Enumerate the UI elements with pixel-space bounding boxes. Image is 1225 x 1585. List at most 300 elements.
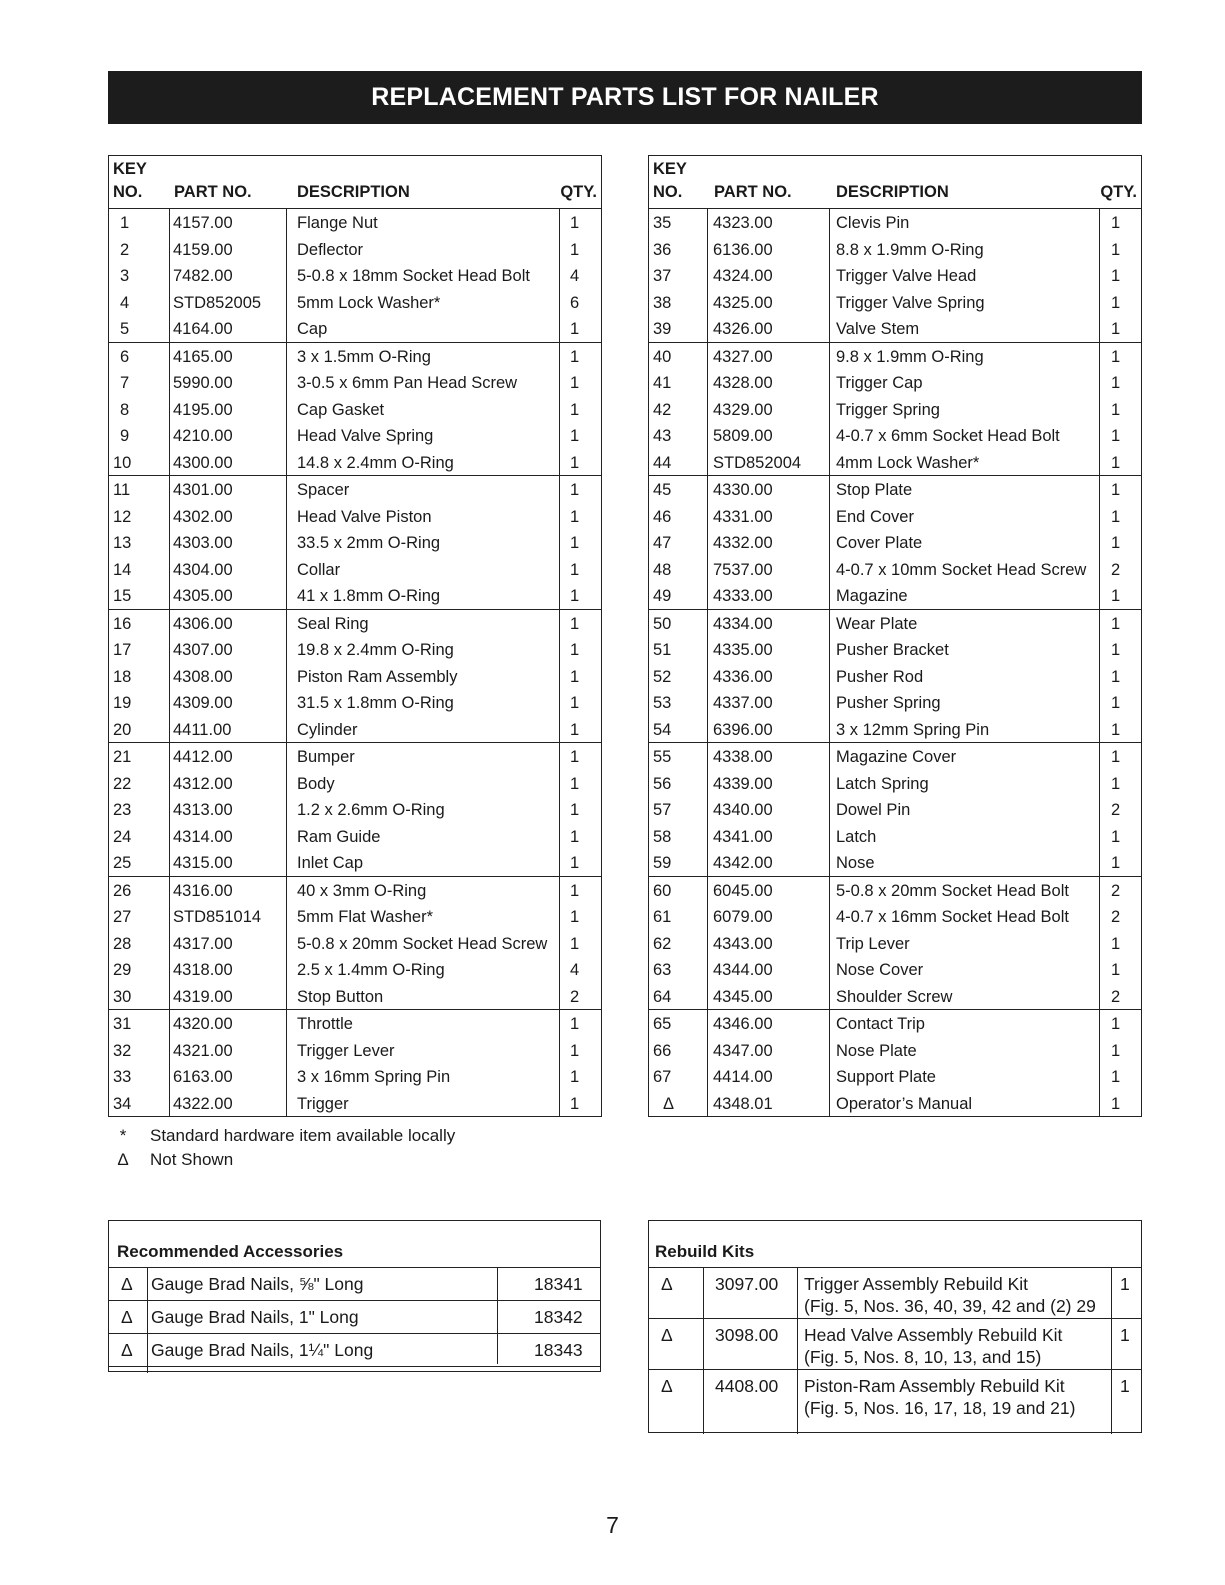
part-number: 4302.00 xyxy=(173,507,233,526)
part-qty: 2 xyxy=(1111,987,1121,1006)
part-row xyxy=(109,876,601,904)
key-number: 25 xyxy=(113,854,132,872)
part-row xyxy=(649,742,1141,770)
kit-qty: 1 xyxy=(1120,1325,1130,1345)
part-row xyxy=(109,849,601,876)
part-qty: 1 xyxy=(570,774,580,793)
part-description: Cylinder xyxy=(297,720,358,739)
part-number: 4307.00 xyxy=(173,641,233,659)
part-description: 3-0.5 x 6mm Pan Head Screw xyxy=(297,374,518,392)
accessory-description: Gauge Brad Nails, 1¼" Long xyxy=(151,1340,374,1360)
part-description: 14.8 x 2.4mm O-Ring xyxy=(297,453,454,472)
part-row xyxy=(109,556,601,583)
part-qty: 1 xyxy=(1111,1015,1121,1033)
part-number: 4301.00 xyxy=(173,481,233,499)
part-row xyxy=(649,422,1141,449)
header-qty: QTY. xyxy=(560,183,597,201)
part-number: 6136.00 xyxy=(713,240,773,259)
part-row xyxy=(649,503,1141,530)
part-number: 4313.00 xyxy=(173,801,233,819)
kit-description: Piston-Ram Assembly Rebuild Kit xyxy=(804,1376,1065,1396)
part-row xyxy=(649,983,1141,1010)
key-number: 38 xyxy=(653,293,672,312)
key-number: 57 xyxy=(653,801,672,819)
key-number: 50 xyxy=(653,614,672,633)
part-row xyxy=(109,770,601,797)
part-row xyxy=(109,716,601,743)
key-number: 14 xyxy=(113,560,132,579)
part-description: Wear Plate xyxy=(836,614,918,633)
key-number: 56 xyxy=(653,774,672,793)
key-number: 8 xyxy=(120,400,130,419)
part-number: 4342.00 xyxy=(713,854,773,872)
part-description: 1.2 x 2.6mm O-Ring xyxy=(297,801,445,819)
key-number: 18 xyxy=(113,667,132,686)
part-number: 4414.00 xyxy=(713,1068,773,1086)
part-qty: 1 xyxy=(570,240,580,259)
part-qty: 2 xyxy=(1111,801,1121,819)
key-number: 61 xyxy=(653,908,672,926)
key-number: 4 xyxy=(120,293,130,312)
key-number: 9 xyxy=(120,427,130,445)
part-description: 40 x 3mm O-Ring xyxy=(297,881,427,900)
part-row xyxy=(109,956,601,983)
rebuild-kit-row xyxy=(649,1370,1141,1420)
part-number: 4195.00 xyxy=(173,400,233,419)
part-qty: 4 xyxy=(570,267,580,285)
part-row xyxy=(649,849,1141,876)
key-number: 52 xyxy=(653,667,672,686)
part-number: 4333.00 xyxy=(713,587,773,605)
key-number: 29 xyxy=(113,961,132,979)
key-number: 44 xyxy=(653,453,672,472)
part-qty: 1 xyxy=(1111,400,1121,419)
part-row xyxy=(649,663,1141,690)
part-description: End Cover xyxy=(836,507,914,526)
page-title: REPLACEMENT PARTS LIST FOR NAILER xyxy=(108,71,1142,124)
part-row xyxy=(649,823,1141,850)
part-number: 4331.00 xyxy=(713,507,773,526)
part-description: Trigger Valve Spring xyxy=(836,293,985,312)
key-number: 33 xyxy=(113,1068,132,1086)
part-qty: 1 xyxy=(1111,1041,1121,1060)
key-number: 39 xyxy=(653,320,672,338)
part-qty: 1 xyxy=(570,748,580,766)
part-description: Latch Spring xyxy=(836,774,929,793)
part-row xyxy=(649,1063,1141,1090)
part-row xyxy=(109,1090,601,1117)
header-description: DESCRIPTION xyxy=(836,183,949,201)
part-description: Contact Trip xyxy=(836,1015,925,1033)
part-row xyxy=(109,742,601,770)
part-description: Magazine Cover xyxy=(836,748,957,766)
key-number: 47 xyxy=(653,534,672,552)
key-number: 37 xyxy=(653,267,672,285)
part-row xyxy=(109,236,601,263)
header-key: KEY xyxy=(653,160,687,178)
key-number: 10 xyxy=(113,453,132,472)
part-description: 8.8 x 1.9mm O-Ring xyxy=(836,240,984,259)
accessory-description: Gauge Brad Nails, ⅝" Long xyxy=(151,1274,364,1294)
part-description: Nose xyxy=(836,854,875,872)
part-number: 4347.00 xyxy=(713,1041,773,1060)
part-qty: 1 xyxy=(570,374,580,392)
part-number: 4337.00 xyxy=(713,694,773,712)
part-number: 4411.00 xyxy=(173,720,232,739)
part-description: Pusher Spring xyxy=(836,694,941,712)
part-row xyxy=(649,315,1141,342)
key-number: 66 xyxy=(653,1041,672,1060)
part-number: 4341.00 xyxy=(713,827,773,846)
part-number: 6079.00 xyxy=(713,908,773,926)
key-number: 41 xyxy=(653,374,672,392)
part-qty: 1 xyxy=(570,854,580,872)
part-row xyxy=(109,315,601,342)
part-row xyxy=(649,1009,1141,1037)
part-qty: 1 xyxy=(1111,534,1121,552)
part-row xyxy=(109,983,601,1010)
part-qty: 1 xyxy=(570,881,580,900)
not-shown-symbol: Δ xyxy=(661,1376,673,1396)
not-shown-symbol: Δ xyxy=(661,1274,673,1294)
parts-table-body xyxy=(109,209,601,1116)
rebuild-kit-row xyxy=(649,1268,1141,1319)
part-description: Piston Ram Assembly xyxy=(297,667,458,686)
part-number: 4309.00 xyxy=(173,694,233,712)
part-description: Nose Plate xyxy=(836,1041,917,1060)
key-number: 26 xyxy=(113,881,132,900)
key-number: 6 xyxy=(120,347,130,366)
key-number: 22 xyxy=(113,774,132,793)
key-number: 27 xyxy=(113,908,132,926)
part-qty: 1 xyxy=(1111,614,1121,633)
key-number: 19 xyxy=(113,694,132,712)
part-row xyxy=(649,689,1141,716)
part-description: 3 x 16mm Spring Pin xyxy=(297,1068,451,1086)
part-number: 7537.00 xyxy=(713,560,773,579)
part-qty: 1 xyxy=(570,908,580,926)
part-number: 4321.00 xyxy=(173,1041,233,1060)
part-qty: 1 xyxy=(1111,1094,1121,1113)
accessory-row xyxy=(109,1268,600,1301)
part-qty: 1 xyxy=(570,641,580,659)
accessories-title: Recommended Accessories xyxy=(117,1242,344,1261)
part-description: Trip Lever xyxy=(836,934,910,953)
key-number: 46 xyxy=(653,507,672,526)
part-number: 4343.00 xyxy=(713,934,773,953)
key-number: 32 xyxy=(113,1041,132,1060)
key-number: 3 xyxy=(120,267,130,285)
kit-reference: (Fig. 5, Nos. 36, 40, 39, 42 and (2) 29 xyxy=(804,1296,1096,1316)
header-no: NO. xyxy=(113,183,143,201)
part-number: 4159.00 xyxy=(173,240,233,259)
part-qty: 2 xyxy=(1111,881,1121,900)
kit-reference: (Fig. 5, Nos. 16, 17, 18, 19 and 21) xyxy=(804,1398,1076,1418)
key-number: 24 xyxy=(113,827,132,846)
part-row xyxy=(649,636,1141,663)
part-row xyxy=(109,475,601,503)
part-number: 6045.00 xyxy=(713,881,773,900)
part-description: Cap xyxy=(297,320,328,338)
part-qty: 1 xyxy=(1111,214,1121,232)
key-number: 62 xyxy=(653,934,672,953)
part-qty: 1 xyxy=(1111,934,1121,953)
not-shown-symbol: Δ xyxy=(121,1274,133,1294)
key-number: 64 xyxy=(653,987,672,1006)
footnote-symbol: Δ xyxy=(117,1150,129,1169)
key-number: 17 xyxy=(113,641,132,659)
part-number: 4323.00 xyxy=(713,214,773,232)
part-row xyxy=(649,956,1141,983)
key-number: 51 xyxy=(653,641,672,659)
part-qty: 1 xyxy=(1111,347,1121,366)
part-description: Clevis Pin xyxy=(836,214,910,232)
part-qty: 4 xyxy=(570,961,580,979)
part-row xyxy=(109,342,601,370)
key-number: 65 xyxy=(653,1015,672,1033)
part-row xyxy=(109,503,601,530)
part-row xyxy=(109,689,601,716)
part-description: 4-0.7 x 16mm Socket Head Bolt xyxy=(836,908,1069,926)
part-description: 3 x 12mm Spring Pin xyxy=(836,720,990,739)
part-row xyxy=(649,449,1141,476)
part-description: Operator’s Manual xyxy=(836,1094,973,1113)
part-qty: 1 xyxy=(570,614,580,633)
part-description: Throttle xyxy=(297,1015,353,1033)
part-qty: 1 xyxy=(570,534,580,552)
part-description: Pusher Rod xyxy=(836,667,924,686)
part-row xyxy=(649,529,1141,556)
part-qty: 1 xyxy=(570,694,580,712)
part-row xyxy=(649,930,1141,957)
part-row xyxy=(649,396,1141,423)
part-row xyxy=(109,636,601,663)
part-description: Seal Ring xyxy=(297,614,369,633)
part-qty: 1 xyxy=(570,1068,580,1086)
part-description: 3 x 1.5mm O-Ring xyxy=(297,347,431,366)
part-number: 4346.00 xyxy=(713,1015,773,1033)
part-number: 6163.00 xyxy=(173,1068,233,1086)
part-row xyxy=(649,609,1141,637)
part-description: Trigger xyxy=(297,1094,349,1113)
part-number: STD852005 xyxy=(173,293,262,312)
part-number: 4315.00 xyxy=(173,854,233,872)
kit-description: Head Valve Assembly Rebuild Kit xyxy=(804,1325,1063,1345)
part-number: 7482.00 xyxy=(173,267,233,285)
part-number: 4339.00 xyxy=(713,774,773,793)
part-number: 4300.00 xyxy=(173,453,233,472)
part-number: 4348.01 xyxy=(713,1094,773,1113)
part-number: 4326.00 xyxy=(713,320,773,338)
part-number: 6396.00 xyxy=(713,720,773,739)
part-qty: 2 xyxy=(570,987,580,1006)
part-description: 5-0.8 x 20mm Socket Head Screw xyxy=(297,934,548,953)
part-description: 5mm Flat Washer* xyxy=(297,908,433,926)
part-number: 4325.00 xyxy=(713,293,773,312)
part-description: Nose Cover xyxy=(836,961,924,979)
key-number: 63 xyxy=(653,961,672,979)
part-number: 4157.00 xyxy=(173,214,233,232)
part-number: 4306.00 xyxy=(173,614,233,633)
part-description: 31.5 x 1.8mm O-Ring xyxy=(297,694,454,712)
page-number: 7 xyxy=(606,1512,619,1538)
kit-reference: (Fig. 5, Nos. 8, 10, 13, and 15) xyxy=(804,1347,1042,1367)
part-row xyxy=(109,1009,601,1037)
part-description: 2.5 x 1.4mm O-Ring xyxy=(297,961,445,979)
part-row xyxy=(649,1037,1141,1064)
part-qty: 1 xyxy=(570,587,580,605)
part-row xyxy=(649,582,1141,609)
key-number: 36 xyxy=(653,240,672,259)
part-row xyxy=(649,556,1141,583)
key-number: 20 xyxy=(113,720,132,739)
key-number: 16 xyxy=(113,614,132,633)
part-qty: 1 xyxy=(1111,694,1121,712)
kit-part-number: 3098.00 xyxy=(715,1325,779,1345)
part-number: 4317.00 xyxy=(173,934,233,953)
part-number: 4332.00 xyxy=(713,534,773,552)
part-row xyxy=(649,369,1141,396)
footnote-text: Not Shown xyxy=(150,1150,234,1169)
rebuild-kits-rows xyxy=(649,1267,1141,1420)
header-qty: QTY. xyxy=(1100,183,1137,201)
part-qty: 1 xyxy=(570,934,580,953)
header-part-no: PART NO. xyxy=(714,183,792,201)
part-row xyxy=(109,209,601,236)
part-qty: 1 xyxy=(1111,293,1121,312)
part-description: Stop Button xyxy=(297,987,384,1006)
part-qty: 1 xyxy=(570,400,580,419)
part-description: Cover Plate xyxy=(836,534,923,552)
part-description: Trigger Lever xyxy=(297,1041,395,1060)
part-description: Trigger Valve Head xyxy=(836,267,977,285)
part-description: Flange Nut xyxy=(297,214,378,232)
footnote-text: Standard hardware item available locally xyxy=(150,1126,456,1145)
rebuild-kits-box xyxy=(648,1220,1142,1433)
part-description: Body xyxy=(297,774,335,793)
part-qty: 1 xyxy=(570,1041,580,1060)
parts-table-header xyxy=(649,156,1141,209)
part-description: Cap Gasket xyxy=(297,400,385,419)
rebuild-kits-title: Rebuild Kits xyxy=(655,1242,755,1261)
key-number: 12 xyxy=(113,507,132,526)
part-number: 4324.00 xyxy=(713,267,773,285)
part-qty: 1 xyxy=(570,827,580,846)
part-qty: 6 xyxy=(570,293,580,312)
part-row xyxy=(109,663,601,690)
part-qty: 1 xyxy=(570,453,580,472)
part-qty: 1 xyxy=(1111,507,1121,526)
part-number: 4412.00 xyxy=(173,748,233,766)
parts-table-header xyxy=(109,156,601,209)
part-qty: 1 xyxy=(570,1094,580,1113)
key-number: 48 xyxy=(653,560,672,579)
header-no: NO. xyxy=(653,183,683,201)
rebuild-kit-row xyxy=(649,1319,1141,1370)
part-description: Shoulder Screw xyxy=(836,987,953,1006)
accessory-row xyxy=(109,1334,600,1367)
part-number: 4320.00 xyxy=(173,1015,233,1033)
part-row xyxy=(109,823,601,850)
part-qty: 1 xyxy=(570,481,580,499)
part-row xyxy=(109,609,601,637)
part-qty: 1 xyxy=(570,560,580,579)
part-number: 4314.00 xyxy=(173,827,233,846)
part-description: Deflector xyxy=(297,240,364,259)
part-number: 4335.00 xyxy=(713,641,773,659)
part-qty: 1 xyxy=(1111,427,1121,445)
part-qty: 1 xyxy=(1111,1068,1121,1086)
part-number: 4164.00 xyxy=(173,320,233,338)
part-qty: 2 xyxy=(1111,560,1121,579)
part-description: 5-0.8 x 18mm Socket Head Bolt xyxy=(297,267,530,285)
part-description: Head Valve Piston xyxy=(297,507,432,526)
part-number: 4319.00 xyxy=(173,987,233,1006)
part-row xyxy=(109,930,601,957)
part-row xyxy=(649,209,1141,236)
part-row xyxy=(649,475,1141,503)
part-number: 4334.00 xyxy=(713,614,773,633)
part-number: 4165.00 xyxy=(173,347,233,366)
key-number: 60 xyxy=(653,881,672,900)
part-number: 4338.00 xyxy=(713,748,773,766)
part-qty: 1 xyxy=(1111,587,1121,605)
part-number: STD852004 xyxy=(713,453,802,472)
key-number: 23 xyxy=(113,801,132,819)
key-number: 28 xyxy=(113,934,132,953)
key-number: 21 xyxy=(113,748,132,766)
key-number: 5 xyxy=(120,320,130,338)
part-qty: 1 xyxy=(1111,667,1121,686)
part-row xyxy=(649,262,1141,289)
key-number: 59 xyxy=(653,854,672,872)
part-qty: 1 xyxy=(1111,240,1121,259)
part-qty: 1 xyxy=(570,801,580,819)
part-description: Valve Stem xyxy=(836,320,920,338)
part-row xyxy=(109,289,601,316)
kit-qty: 1 xyxy=(1120,1376,1130,1396)
kit-part-number: 4408.00 xyxy=(715,1376,779,1396)
key-number: 2 xyxy=(120,240,130,259)
part-description: 5mm Lock Washer* xyxy=(297,293,441,312)
part-number: 4304.00 xyxy=(173,560,233,579)
key-number: 67 xyxy=(653,1068,672,1086)
part-row xyxy=(649,289,1141,316)
part-description: Ram Guide xyxy=(297,827,381,846)
kit-description: Trigger Assembly Rebuild Kit xyxy=(804,1274,1029,1294)
part-description: 19.8 x 2.4mm O-Ring xyxy=(297,641,454,659)
part-description: 33.5 x 2mm O-Ring xyxy=(297,534,441,552)
part-number: 4316.00 xyxy=(173,881,233,900)
key-number: 1 xyxy=(120,214,130,232)
key-number: Δ xyxy=(663,1094,675,1113)
part-qty: 1 xyxy=(1111,774,1121,793)
parts-table-left xyxy=(108,155,602,1117)
part-number: 4327.00 xyxy=(713,347,773,366)
part-number: 4345.00 xyxy=(713,987,773,1006)
part-qty: 2 xyxy=(1111,908,1121,926)
part-qty: 1 xyxy=(1111,641,1121,659)
key-number: 49 xyxy=(653,587,672,605)
key-number: 45 xyxy=(653,481,672,499)
part-description: Collar xyxy=(297,560,341,579)
part-number: 5990.00 xyxy=(173,374,233,392)
part-qty: 1 xyxy=(570,214,580,232)
header-description: DESCRIPTION xyxy=(297,183,410,201)
part-row xyxy=(109,796,601,823)
accessory-number: 18343 xyxy=(534,1340,583,1360)
part-qty: 1 xyxy=(1111,481,1121,499)
